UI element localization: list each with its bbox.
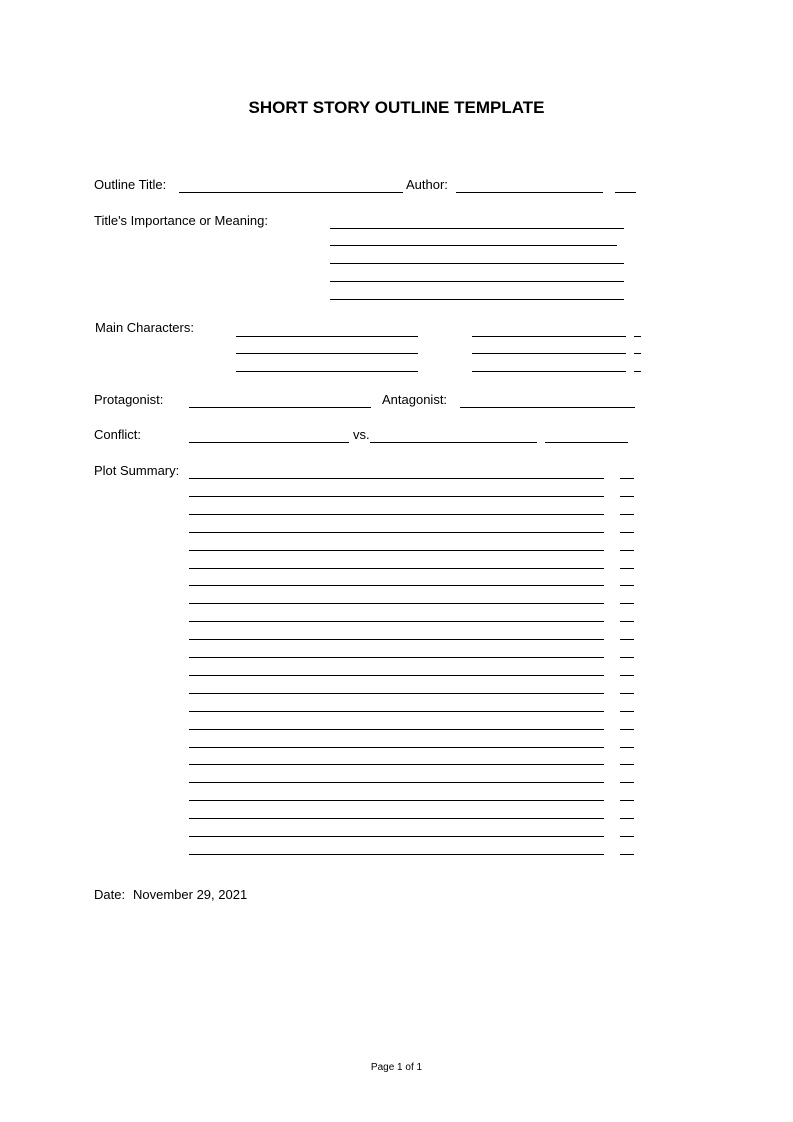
plot-line-15[interactable] bbox=[189, 729, 604, 730]
plot-line-4[interactable] bbox=[189, 532, 604, 533]
plot-line-tick-17[interactable] bbox=[620, 764, 634, 765]
plot-line-14[interactable] bbox=[189, 711, 604, 712]
title-meaning-line-1[interactable] bbox=[330, 228, 624, 229]
plot-line-5[interactable] bbox=[189, 550, 604, 551]
outline-title-field[interactable] bbox=[179, 192, 403, 193]
plot-line-19[interactable] bbox=[189, 800, 604, 801]
outline-title-label: Outline Title: bbox=[94, 177, 167, 192]
character-line-left-2[interactable] bbox=[236, 353, 418, 354]
antagonist-label: Antagonist: bbox=[382, 392, 448, 407]
plot-line-16[interactable] bbox=[189, 747, 604, 748]
plot-line-8[interactable] bbox=[189, 603, 604, 604]
title-meaning-line-5[interactable] bbox=[330, 299, 624, 300]
character-line-left-3[interactable] bbox=[236, 371, 418, 372]
plot-line-tick-6[interactable] bbox=[620, 568, 634, 569]
date-value: November 29, 2021 bbox=[133, 887, 248, 902]
character-line-right-3[interactable] bbox=[472, 371, 626, 372]
plot-line-20[interactable] bbox=[189, 818, 604, 819]
page-number: Page 1 of 1 bbox=[370, 1062, 423, 1073]
title-meaning-line-3[interactable] bbox=[330, 263, 624, 264]
plot-line-2[interactable] bbox=[189, 496, 604, 497]
page-title: SHORT STORY OUTLINE TEMPLATE bbox=[248, 98, 545, 117]
author-field-extra[interactable] bbox=[615, 192, 636, 193]
protagonist-label: Protagonist: bbox=[94, 392, 164, 407]
plot-line-tick-11[interactable] bbox=[620, 657, 634, 658]
conflict-field-a[interactable] bbox=[189, 442, 349, 443]
character-line-right-2[interactable] bbox=[472, 353, 626, 354]
conflict-field-b[interactable] bbox=[370, 442, 537, 443]
plot-line-tick-22[interactable] bbox=[620, 854, 634, 855]
title-meaning-line-4[interactable] bbox=[330, 281, 624, 282]
conflict-vs-label: vs. bbox=[353, 427, 370, 442]
plot-line-tick-4[interactable] bbox=[620, 532, 634, 533]
plot-line-9[interactable] bbox=[189, 621, 604, 622]
main-characters-label: Main Characters: bbox=[95, 320, 194, 335]
plot-line-18[interactable] bbox=[189, 782, 604, 783]
title-meaning-line-2[interactable] bbox=[330, 245, 617, 246]
plot-line-tick-16[interactable] bbox=[620, 747, 634, 748]
plot-line-11[interactable] bbox=[189, 657, 604, 658]
plot-line-tick-15[interactable] bbox=[620, 729, 634, 730]
date-label: Date: bbox=[94, 887, 126, 902]
plot-line-tick-5[interactable] bbox=[620, 550, 634, 551]
plot-line-tick-9[interactable] bbox=[620, 621, 634, 622]
plot-line-tick-21[interactable] bbox=[620, 836, 634, 837]
plot-line-tick-3[interactable] bbox=[620, 514, 634, 515]
character-line-tick-2[interactable] bbox=[634, 353, 641, 354]
antagonist-field[interactable] bbox=[460, 407, 635, 408]
title-meaning-label: Title's Importance or Meaning: bbox=[94, 213, 268, 228]
plot-line-tick-12[interactable] bbox=[620, 675, 634, 676]
protagonist-field[interactable] bbox=[189, 407, 371, 408]
character-line-left-1[interactable] bbox=[236, 336, 418, 337]
plot-line-13[interactable] bbox=[189, 693, 604, 694]
plot-line-tick-10[interactable] bbox=[620, 639, 634, 640]
character-line-tick-1[interactable] bbox=[634, 336, 641, 337]
conflict-field-c[interactable] bbox=[545, 442, 628, 443]
plot-line-21[interactable] bbox=[189, 836, 604, 837]
plot-line-tick-2[interactable] bbox=[620, 496, 634, 497]
plot-line-tick-8[interactable] bbox=[620, 603, 634, 604]
conflict-label: Conflict: bbox=[94, 427, 141, 442]
plot-line-tick-18[interactable] bbox=[620, 782, 634, 783]
author-field[interactable] bbox=[456, 192, 603, 193]
plot-summary-label: Plot Summary: bbox=[94, 463, 180, 478]
plot-line-tick-1[interactable] bbox=[620, 478, 634, 479]
plot-line-1[interactable] bbox=[189, 478, 604, 479]
plot-line-tick-19[interactable] bbox=[620, 800, 634, 801]
plot-line-17[interactable] bbox=[189, 764, 604, 765]
plot-line-12[interactable] bbox=[189, 675, 604, 676]
plot-line-tick-7[interactable] bbox=[620, 585, 634, 586]
character-line-right-1[interactable] bbox=[472, 336, 626, 337]
plot-line-6[interactable] bbox=[189, 568, 604, 569]
author-label: Author: bbox=[406, 177, 448, 192]
plot-line-7[interactable] bbox=[189, 585, 604, 586]
plot-line-tick-20[interactable] bbox=[620, 818, 634, 819]
plot-line-10[interactable] bbox=[189, 639, 604, 640]
plot-line-tick-13[interactable] bbox=[620, 693, 634, 694]
plot-line-tick-14[interactable] bbox=[620, 711, 634, 712]
plot-line-3[interactable] bbox=[189, 514, 604, 515]
plot-line-22[interactable] bbox=[189, 854, 604, 855]
character-line-tick-3[interactable] bbox=[634, 371, 641, 372]
